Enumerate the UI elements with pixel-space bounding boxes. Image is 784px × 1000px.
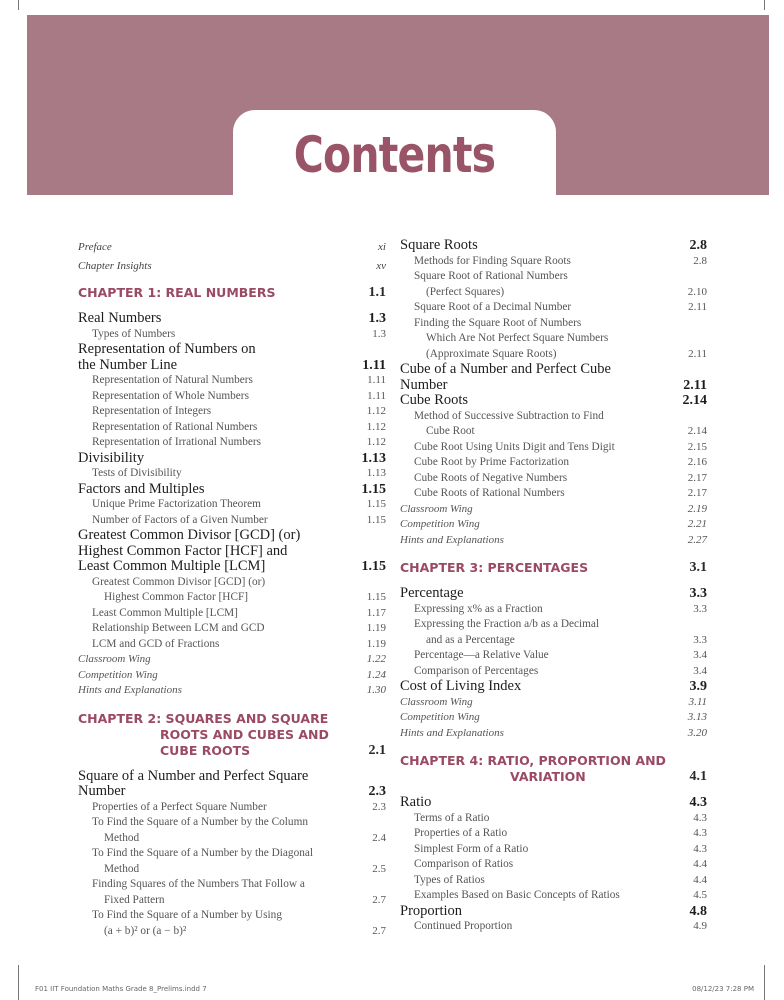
toc-subsection[interactable]: [400, 602, 707, 618]
subsection-line: (Approximate Square Roots): [426, 347, 557, 360]
subsection-title: Unique Prime Factorization Theorem: [92, 498, 261, 510]
toc-misc-entry[interactable]: [400, 533, 707, 549]
misc-page: 1.22: [366, 653, 386, 665]
misc-title: Hints and Explanations: [400, 726, 504, 739]
toc-title: Preface: [78, 241, 112, 253]
toc-subsection[interactable]: [78, 327, 386, 343]
misc-title: Competition Wing: [400, 711, 480, 723]
subsection-line: and as a Percentage: [426, 633, 515, 646]
section-title: Real Numbers: [78, 310, 162, 326]
toc-subsection[interactable]: [78, 877, 386, 908]
subsection-line: Method of Successive Subtraction to Find: [414, 409, 604, 422]
toc-subsection[interactable]: [78, 815, 386, 846]
subsection-title: Representation of Integers: [92, 405, 212, 417]
chapter-1-heading[interactable]: [78, 285, 386, 301]
toc-subsection[interactable]: [400, 440, 707, 456]
subsection-line: To Find the Square of a Number by the Diagonal: [92, 847, 314, 859]
misc-page: 2.21: [687, 518, 707, 530]
toc-subsection[interactable]: [400, 888, 707, 904]
subsection-page: 2.8: [693, 254, 707, 267]
section-page: 1.11: [362, 357, 386, 373]
toc-subsection[interactable]: [78, 435, 386, 451]
subsection-title: Cube Root Using Units Digit and Tens Digit: [414, 440, 615, 453]
toc-section[interactable]: [78, 482, 386, 498]
subsection-page: 1.11: [367, 389, 386, 402]
toc-page: xi: [378, 241, 386, 253]
toc-section[interactable]: [400, 393, 707, 409]
toc-subsection[interactable]: [78, 908, 386, 939]
toc-subsection[interactable]: [400, 648, 707, 664]
subsection-line: Fixed Pattern: [104, 893, 165, 906]
subsection-page: 2.7: [372, 893, 386, 906]
section-page: 1.15: [361, 481, 386, 497]
subsection-line: Expressing the Fraction a/b as a Decimal: [414, 618, 600, 630]
section-page: 2.11: [683, 377, 707, 393]
toc-misc-entry[interactable]: [400, 726, 707, 742]
section-page: 2.14: [682, 393, 707, 408]
toc-section[interactable]: [400, 679, 707, 695]
subsection-line: Finding Squares of the Numbers That Follow a: [92, 878, 305, 890]
subsection-page: 4.4: [693, 873, 707, 886]
toc-subsection[interactable]: [78, 420, 386, 436]
section-page: 1.13: [361, 450, 386, 466]
toc-subsection[interactable]: [78, 575, 386, 606]
subsection-line: To Find the Square of a Number by Using: [92, 909, 282, 921]
toc-subsection[interactable]: [78, 389, 386, 405]
toc-subsection[interactable]: [400, 471, 707, 487]
toc-subsection[interactable]: [78, 800, 386, 816]
subsection-title: Properties of a Ratio: [414, 827, 508, 839]
subsection-title: Cube Root by Prime Factorization: [414, 456, 569, 468]
section-title: Cube Roots: [400, 392, 469, 408]
toc-page: xv: [376, 260, 386, 272]
chapter-title-line: CHAPTER 4: RATIO, PROPORTION AND: [400, 753, 666, 768]
toc-section[interactable]: [400, 362, 707, 393]
subsection-line: Method: [104, 831, 140, 844]
subsection-page: 4.3: [693, 827, 707, 839]
section-title-line: Representation of Numbers on: [78, 341, 256, 357]
subsection-title: [92, 908, 366, 939]
section-title-line: Number: [78, 783, 126, 799]
toc-misc-entry[interactable]: [78, 683, 386, 699]
subsection-title: Continued Proportion: [414, 920, 513, 932]
section-page: 3.3: [689, 586, 707, 601]
toc-section[interactable]: [400, 586, 707, 602]
subsection-line: Which Are Not Perfect Square Numbers: [426, 332, 609, 344]
subsection-page: 1.15: [366, 591, 386, 603]
subsection-title: [414, 269, 682, 300]
toc-section[interactable]: [400, 795, 707, 811]
subsection-title: Tests of Divisibility: [92, 467, 182, 479]
toc-subsection[interactable]: [400, 254, 707, 270]
section-title: [78, 528, 356, 575]
chapter-page: 1.1: [368, 285, 386, 300]
subsection-page: 2.3: [372, 800, 386, 813]
crop-mark-tr: [764, 0, 765, 10]
toc-misc-entry[interactable]: [78, 652, 386, 668]
section-page: 4.3: [689, 795, 707, 810]
section-title-line: Cube of a Number and Perfect Cube: [400, 361, 611, 377]
chapter-title: [400, 753, 684, 785]
subsection-title: Examples Based on Basic Concepts of Ratios: [414, 889, 620, 901]
subsection-title: [92, 815, 366, 846]
subsection-title: Methods for Finding Square Roots: [414, 254, 571, 267]
subsection-page: 3.4: [693, 664, 707, 677]
section-title: [78, 342, 356, 373]
misc-page: 3.20: [687, 726, 707, 739]
subsection-title: Square Root of a Decimal Number: [414, 301, 572, 313]
toc-left-column: [78, 238, 386, 939]
misc-page: 3.11: [688, 695, 707, 708]
subsection-title: Cube Roots of Negative Numbers: [414, 471, 568, 484]
misc-title: Hints and Explanations: [78, 684, 182, 696]
subsection-title: [92, 846, 366, 877]
chapter-title-line: ROOTS AND CUBES AND: [160, 726, 329, 742]
subsection-line: To Find the Square of a Number by the Column: [92, 816, 309, 828]
subsection-page: 2.15: [687, 440, 707, 453]
toc-misc-entry[interactable]: [400, 695, 707, 711]
print-slug-filename: F01 IIT Foundation Maths Grade 8_Prelims.indd 7: [35, 985, 207, 993]
section-title: Square Roots: [400, 237, 478, 253]
section-title: [400, 362, 677, 393]
subsection-page: 1.12: [366, 405, 386, 417]
chapter-page: 2.1: [368, 742, 386, 758]
misc-page: 2.27: [687, 533, 707, 546]
subsection-title: Representation of Rational Numbers: [92, 420, 258, 433]
toc-misc-entry[interactable]: [78, 668, 386, 684]
section-title-line: Square of a Number and Perfect Square: [78, 767, 309, 784]
subsection-page: 4.9: [693, 920, 707, 932]
subsection-title: [414, 409, 682, 440]
subsection-page: 2.16: [687, 456, 707, 468]
toc-subsection[interactable]: [78, 404, 386, 420]
subsection-title: Relationship Between LCM and GCD: [92, 622, 265, 634]
subsection-title: Comparison of Percentages: [414, 664, 539, 677]
subsection-title: [414, 617, 687, 648]
subsection-title: Cube Roots of Rational Numbers: [414, 487, 565, 499]
toc-subsection[interactable]: [400, 316, 707, 363]
section-page: 2.8: [689, 238, 707, 253]
subsection-page: 2.14: [687, 425, 707, 437]
section-title-line: the Number Line: [78, 356, 178, 373]
section-title: Factors and Multiples: [78, 480, 205, 497]
toc-subsection[interactable]: [400, 300, 707, 316]
misc-title: Competition Wing: [78, 668, 158, 681]
page-title: Contents: [293, 126, 496, 184]
section-title: Cost of Living Index: [400, 678, 522, 694]
misc-title: Hints and Explanations: [400, 533, 504, 546]
toc-subsection[interactable]: [400, 873, 707, 889]
toc-subsection[interactable]: [400, 269, 707, 300]
toc-section[interactable]: [78, 451, 386, 467]
section-page: 3.9: [689, 679, 707, 694]
misc-page: 1.24: [366, 668, 386, 681]
toc-section[interactable]: [78, 528, 386, 575]
crop-mark-bl: [18, 965, 19, 1000]
subsection-page: 1.3: [372, 327, 386, 340]
print-slug-timestamp: 08/12/23 7:28 PM: [692, 985, 754, 993]
subsection-page: 4.3: [693, 811, 707, 824]
subsection-page: 2.11: [688, 347, 707, 360]
toc-subsection[interactable]: [78, 621, 386, 637]
chapter-page: 4.1: [689, 769, 707, 784]
toc-subsection[interactable]: [400, 617, 707, 648]
subsection-line: Finding the Square Root of Numbers: [414, 316, 582, 329]
toc-subsection[interactable]: [78, 497, 386, 513]
subsection-page: 3.4: [693, 649, 707, 661]
subsection-line: Highest Common Factor [HCF]: [104, 591, 249, 603]
subsection-page: 4.3: [693, 842, 707, 855]
subsection-title: Properties of a Perfect Square Number: [92, 800, 267, 813]
subsection-line: (a + b)² or (a − b)²: [104, 924, 187, 937]
section-title-line: Number: [400, 376, 448, 393]
subsection-page: 1.19: [366, 622, 386, 634]
subsection-title: Representation of Whole Numbers: [92, 389, 249, 402]
toc-subsection[interactable]: [78, 466, 386, 482]
toc-subsection[interactable]: [400, 857, 707, 873]
toc-subsection[interactable]: [78, 846, 386, 877]
toc-subsection[interactable]: [400, 486, 707, 502]
subsection-line: Square Root of Rational Numbers: [414, 270, 568, 282]
subsection-page: 1.11: [367, 374, 386, 386]
subsection-page: 1.17: [366, 606, 386, 619]
subsection-page: 2.5: [372, 862, 386, 875]
section-page: 4.8: [689, 903, 707, 919]
subsection-page: 1.12: [366, 420, 386, 433]
subsection-line: Cube Root: [426, 425, 475, 437]
toc-subsection[interactable]: [400, 842, 707, 858]
toc-section[interactable]: [78, 342, 386, 373]
subsection-page: 2.17: [687, 487, 707, 499]
subsection-line: Method: [104, 862, 140, 875]
section-title-line: Highest Common Factor [HCF] and: [78, 542, 288, 559]
subsection-line: Greatest Common Divisor [GCD] (or): [92, 575, 266, 588]
subsection-title: LCM and GCD of Fractions: [92, 637, 220, 650]
subsection-page: 1.12: [366, 436, 386, 448]
chapter-title-line: CUBE ROOTS: [160, 742, 251, 758]
subsection-title: Representation of Natural Numbers: [92, 374, 253, 386]
toc-subsection[interactable]: [78, 513, 386, 529]
misc-page: 2.19: [687, 502, 707, 515]
chapter-2-heading[interactable]: [78, 711, 386, 759]
subsection-page: 1.19: [366, 637, 386, 650]
subsection-title: Simplest Form of a Ratio: [414, 842, 529, 855]
toc-subsection[interactable]: [400, 664, 707, 680]
chapter-4-heading[interactable]: [400, 753, 707, 785]
misc-title: Competition Wing: [400, 518, 480, 530]
toc-subsection[interactable]: [78, 373, 386, 389]
subsection-page: 4.4: [693, 858, 707, 870]
chapter-title: CHAPTER 3: PERCENTAGES: [400, 560, 589, 575]
subsection-page: 2.11: [688, 301, 707, 313]
subsection-page: 4.5: [693, 889, 707, 901]
toc-section[interactable]: [400, 904, 707, 920]
subsection-page: 1.15: [366, 498, 386, 510]
chapter-page: 3.1: [689, 560, 707, 575]
section-title: [78, 769, 363, 800]
subsection-line: (Perfect Squares): [426, 285, 505, 298]
subsection-title: Expressing x% as a Fraction: [414, 602, 543, 615]
subsection-title: [92, 575, 361, 606]
subsection-page: 3.3: [693, 602, 707, 615]
subsection-page: 2.17: [687, 471, 707, 484]
toc-subsection[interactable]: [400, 455, 707, 471]
chapter-title-line: CHAPTER 2: SQUARES AND SQUARE: [78, 710, 329, 726]
toc-right-column: [400, 238, 707, 935]
subsection-title: Percentage—a Relative Value: [414, 649, 549, 661]
misc-title: Classroom Wing: [400, 695, 473, 708]
chapter-title: CHAPTER 1: REAL NUMBERS: [78, 285, 276, 300]
subsection-title: Types of Numbers: [92, 327, 176, 340]
section-title-line: Greatest Common Divisor [GCD] (or): [78, 527, 301, 543]
toc-section[interactable]: [400, 238, 707, 254]
subsection-title: Types of Ratios: [414, 873, 485, 886]
chapter-3-heading[interactable]: [400, 560, 707, 576]
subsection-page: 1.13: [366, 467, 386, 479]
subsection-title: [414, 316, 682, 363]
subsection-title: Terms of a Ratio: [414, 811, 490, 824]
misc-page: 1.30: [366, 684, 386, 696]
subsection-page: 3.3: [693, 633, 707, 646]
toc-misc-entry[interactable]: [400, 517, 707, 533]
toc-subsection[interactable]: [400, 826, 707, 842]
crop-mark-tl: [18, 0, 19, 10]
section-title: Divisibility: [78, 449, 145, 466]
subsection-title: Representation of Irrational Numbers: [92, 436, 262, 448]
chapter-title-line: VARIATION: [510, 769, 586, 784]
chapter-title: [78, 711, 363, 759]
toc-section[interactable]: [78, 769, 386, 800]
section-title: Proportion: [400, 902, 463, 919]
toc-subsection[interactable]: [400, 919, 707, 935]
subsection-page: 1.15: [366, 513, 386, 526]
toc-entry-preface[interactable]: [78, 238, 386, 257]
toc-subsection[interactable]: [400, 409, 707, 440]
toc-misc-entry[interactable]: [400, 710, 707, 726]
subsection-page: 2.10: [687, 285, 707, 298]
subsection-title: Number of Factors of a Given Number: [92, 513, 268, 526]
misc-title: Classroom Wing: [78, 653, 151, 665]
section-title: Percentage: [400, 585, 464, 601]
subsection-page: 2.4: [372, 831, 386, 844]
toc-entry-chapter-insights[interactable]: [78, 257, 386, 276]
section-title-line: Least Common Multiple [LCM]: [78, 558, 266, 574]
subsection-title: Comparison of Ratios: [414, 858, 514, 870]
toc-subsection[interactable]: [78, 606, 386, 622]
misc-page: 3.13: [687, 711, 707, 723]
toc-title: Chapter Insights: [78, 260, 152, 272]
crop-mark-br: [764, 965, 765, 1000]
toc-misc-entry[interactable]: [400, 502, 707, 518]
section-title: Ratio: [400, 794, 432, 810]
section-page: 1.15: [361, 559, 386, 574]
toc-subsection[interactable]: [78, 637, 386, 653]
toc-section[interactable]: [78, 311, 386, 327]
subsection-page: 2.7: [372, 924, 386, 937]
toc-subsection[interactable]: [400, 811, 707, 827]
misc-title: Classroom Wing: [400, 502, 473, 515]
section-page: 2.3: [368, 784, 386, 799]
section-page: 1.3: [368, 311, 386, 326]
subsection-title: [92, 877, 366, 908]
subsection-title: Least Common Multiple [LCM]: [92, 606, 238, 619]
